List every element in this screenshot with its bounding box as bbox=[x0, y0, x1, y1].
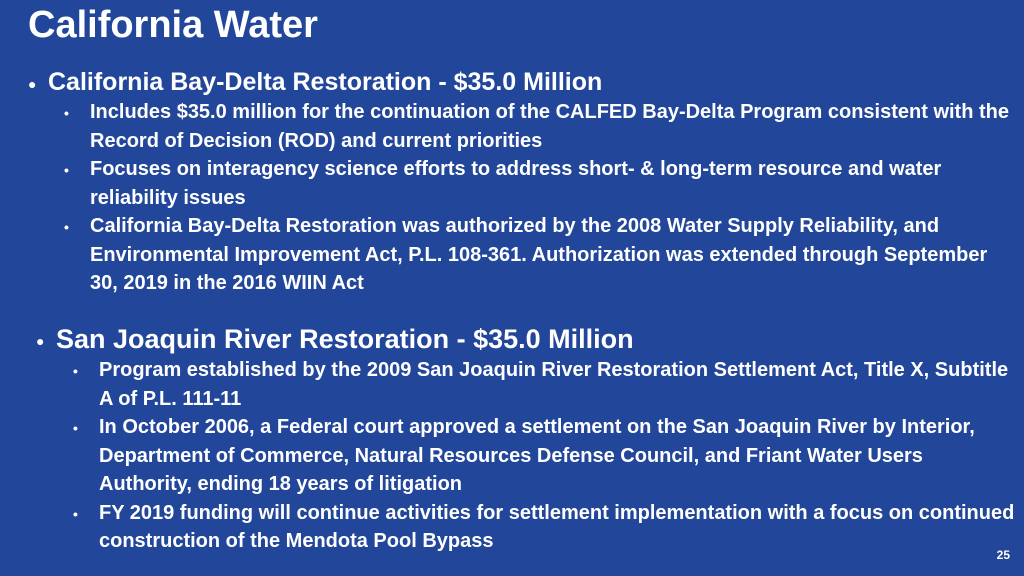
sub-bullet-text: Focuses on interagency science efforts to address short- & long-term resource and water reliability issues bbox=[90, 158, 942, 209]
sub-bullet bbox=[64, 98, 1013, 155]
sub-bullet-dot-icon: • bbox=[64, 105, 69, 121]
sub-bullet bbox=[73, 413, 1016, 499]
sub-bullet-dot-icon: • bbox=[64, 219, 69, 235]
section-heading bbox=[28, 66, 1013, 98]
section-heading-text: California Bay-Delta Restoration - $35.0 Million bbox=[48, 68, 603, 96]
sub-bullet-dot-icon: • bbox=[73, 505, 78, 522]
sub-bullet bbox=[64, 155, 1013, 212]
slide-title: California Water bbox=[28, 4, 318, 46]
sub-bullet bbox=[73, 499, 1016, 556]
sub-bullet-text: Includes $35.0 million for the continuation of the CALFED Bay-Delta Program consistent with the Record of Decision (ROD) and current priorities bbox=[90, 101, 1009, 152]
sub-bullet-text: California Bay-Delta Restoration was authorized by the 2008 Water Supply Reliability, and Environmental Improvement Act, P.L. 108-361. Authorization was extended through September 30, 2019 in the 2016 WIIN Act bbox=[90, 215, 988, 294]
sub-bullet-list bbox=[73, 356, 1016, 556]
section-san-joaquin bbox=[36, 322, 1016, 556]
section-heading-text: San Joaquin River Restoration - $35.0 Million bbox=[56, 324, 634, 354]
sub-bullet-dot-icon: • bbox=[64, 162, 69, 178]
sub-bullet bbox=[73, 356, 1016, 413]
page-number: 25 bbox=[996, 548, 1010, 562]
bullet-dot-icon: ● bbox=[28, 76, 37, 92]
sub-bullet-dot-icon: • bbox=[73, 363, 78, 379]
bullet-dot-icon: ● bbox=[36, 333, 45, 349]
sub-bullet-text: Program established by the 2009 San Joaquin River Restoration Settlement Act, Title X, Subtitle A of P.L. 111-11 bbox=[99, 359, 1009, 410]
sub-bullet-text: In October 2006, a Federal court approved a settlement on the San Joaquin River by Interior, Department of Commerce, Natural Resources Defense Council, and Friant Water Users Authority, ending 18 years of litigation bbox=[99, 416, 975, 495]
sub-bullet-text: FY 2019 funding will continue activities for settlement implementation with a focus on continued construction of the Mendota Pool Bypass bbox=[99, 501, 1015, 552]
section-heading bbox=[36, 322, 1016, 356]
sub-bullet bbox=[64, 212, 1013, 298]
section-bay-delta bbox=[28, 66, 1013, 298]
sub-bullet-dot-icon: • bbox=[73, 420, 78, 436]
sub-bullet-list bbox=[64, 98, 1013, 298]
